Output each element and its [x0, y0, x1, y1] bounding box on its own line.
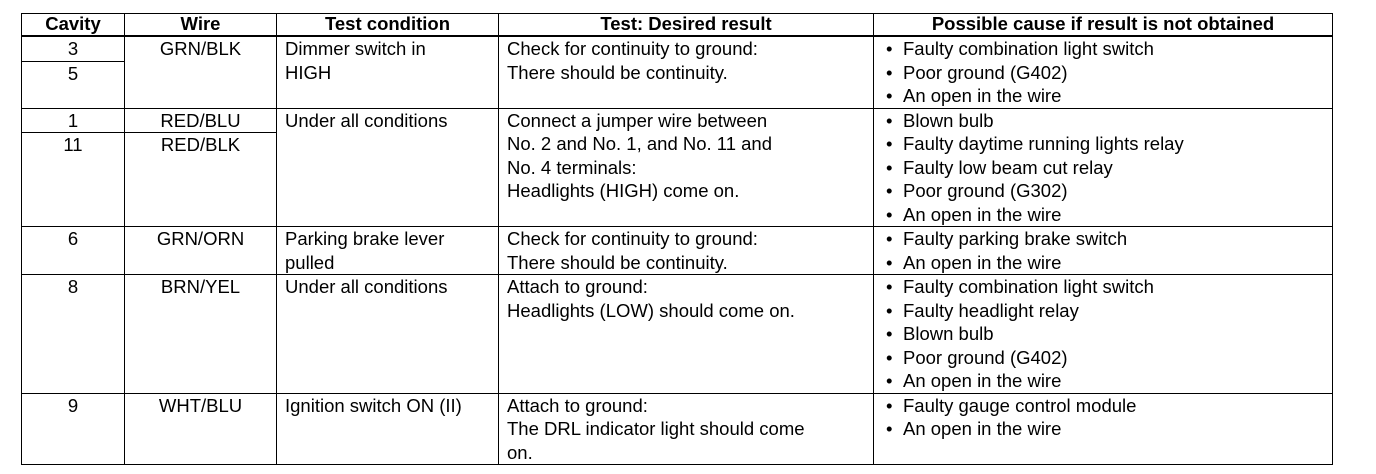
- header-wire: Wire: [125, 14, 277, 37]
- cavity-number: 8: [67, 276, 79, 297]
- result-line: Check for continuity to ground:: [507, 228, 758, 249]
- result-line: Headlights (HIGH) come on.: [507, 180, 740, 201]
- result-line: No. 2 and No. 1, and No. 11 and: [507, 133, 773, 154]
- cause-list: [882, 394, 1324, 441]
- result-line: There should be continuity.: [507, 61, 728, 83]
- result-line: Check for continuity to ground:: [507, 38, 758, 59]
- condition-cell: [277, 393, 499, 465]
- table-row: [22, 108, 1333, 227]
- result-cell: [499, 36, 874, 108]
- wire-color: GRN/ORN: [156, 228, 245, 249]
- wire-color: GRN/BLK: [159, 38, 242, 59]
- wire-cell: [125, 393, 277, 465]
- cause-item: • Faulty low beam cut relay: [882, 156, 1324, 180]
- result-line: Connect a jumper wire between: [507, 109, 768, 131]
- condition-line: Under all conditions: [285, 276, 448, 297]
- condition-cell: [277, 227, 499, 275]
- cavity-number: 6: [67, 228, 79, 249]
- cavity-number: 3: [22, 37, 124, 62]
- troubleshooting-table: [21, 13, 1333, 465]
- cause-item: • An open in the wire: [882, 84, 1324, 108]
- cause-item: • An open in the wire: [882, 203, 1324, 227]
- table-row: [22, 275, 1333, 394]
- cause-item: • Poor ground (G402): [882, 346, 1324, 370]
- condition-line: Dimmer switch in: [285, 38, 426, 59]
- cavity-cell: [22, 393, 125, 465]
- cause-cell: [874, 36, 1333, 108]
- result-line: Headlights (LOW) should come on.: [507, 299, 795, 321]
- cause-item: • Faulty parking brake switch: [882, 227, 1324, 251]
- cause-item: • Faulty combination light switch: [882, 275, 1324, 299]
- cause-cell: [874, 275, 1333, 394]
- cavity-cell: [22, 275, 125, 394]
- header-possible-cause: Possible cause if result is not obtained: [874, 14, 1333, 37]
- wire-cell: [125, 108, 277, 227]
- condition-line: Ignition switch ON (II): [285, 394, 462, 416]
- wire-color: RED/BLU: [125, 109, 276, 134]
- cavity-number: 1: [22, 109, 124, 134]
- cause-item: • Blown bulb: [882, 322, 1324, 346]
- table-row: [22, 227, 1333, 275]
- condition-cell: [277, 275, 499, 394]
- result-line: The DRL indicator light should come: [507, 418, 805, 439]
- cavity-cell: [22, 227, 125, 275]
- condition-line: Parking brake lever: [285, 228, 445, 249]
- cavity-cell: [22, 36, 125, 108]
- result-line: Attach to ground:: [507, 394, 648, 416]
- cause-list: [882, 37, 1324, 108]
- troubleshooting-table-wrapper: [21, 13, 1332, 465]
- header-test-condition: Test condition: [277, 14, 499, 37]
- condition-cell: [277, 36, 499, 108]
- result-line: on.: [507, 441, 533, 463]
- condition-line: Under all conditions: [285, 109, 448, 131]
- wire-cell: [125, 275, 277, 394]
- cause-item: • Faulty headlight relay: [882, 299, 1324, 323]
- wire-color: RED/BLK: [160, 134, 241, 155]
- condition-line: pulled: [285, 251, 335, 273]
- cavity-number: 9: [67, 394, 79, 416]
- result-line: There should be continuity.: [507, 251, 728, 273]
- cause-cell: [874, 393, 1333, 465]
- result-cell: [499, 275, 874, 394]
- wire-color: BRN/YEL: [160, 276, 241, 297]
- wire-color: WHT/BLU: [158, 394, 243, 416]
- cause-list: [882, 109, 1324, 227]
- cause-cell: [874, 227, 1333, 275]
- cause-item: • An open in the wire: [882, 417, 1324, 441]
- result-cell: [499, 108, 874, 227]
- cause-item: • Faulty combination light switch: [882, 37, 1324, 61]
- cause-list: [882, 275, 1324, 393]
- header-row: [22, 14, 1333, 37]
- condition-cell: [277, 108, 499, 227]
- wire-cell: [125, 36, 277, 108]
- cause-item: • Faulty gauge control module: [882, 394, 1324, 418]
- header-cavity: Cavity: [22, 14, 125, 37]
- result-line: Attach to ground:: [507, 276, 648, 297]
- cause-item: • An open in the wire: [882, 251, 1324, 275]
- cavity-cell: [22, 108, 125, 227]
- cause-item: • Poor ground (G402): [882, 61, 1324, 85]
- result-line: No. 4 terminals:: [507, 156, 637, 178]
- cause-cell: [874, 108, 1333, 227]
- condition-line: HIGH: [285, 61, 332, 83]
- cavity-number: 11: [63, 134, 83, 155]
- result-cell: [499, 393, 874, 465]
- table-row: [22, 36, 1333, 108]
- cause-list: [882, 227, 1324, 274]
- cavity-number: 5: [67, 62, 79, 84]
- cause-item: • Poor ground (G302): [882, 179, 1324, 203]
- cause-item: • Blown bulb: [882, 109, 1324, 133]
- cause-item: • Faulty daytime running lights relay: [882, 132, 1324, 156]
- header-desired-result: Test: Desired result: [499, 14, 874, 37]
- result-cell: [499, 227, 874, 275]
- wire-cell: [125, 227, 277, 275]
- table-row: [22, 393, 1333, 465]
- cause-item: • An open in the wire: [882, 369, 1324, 393]
